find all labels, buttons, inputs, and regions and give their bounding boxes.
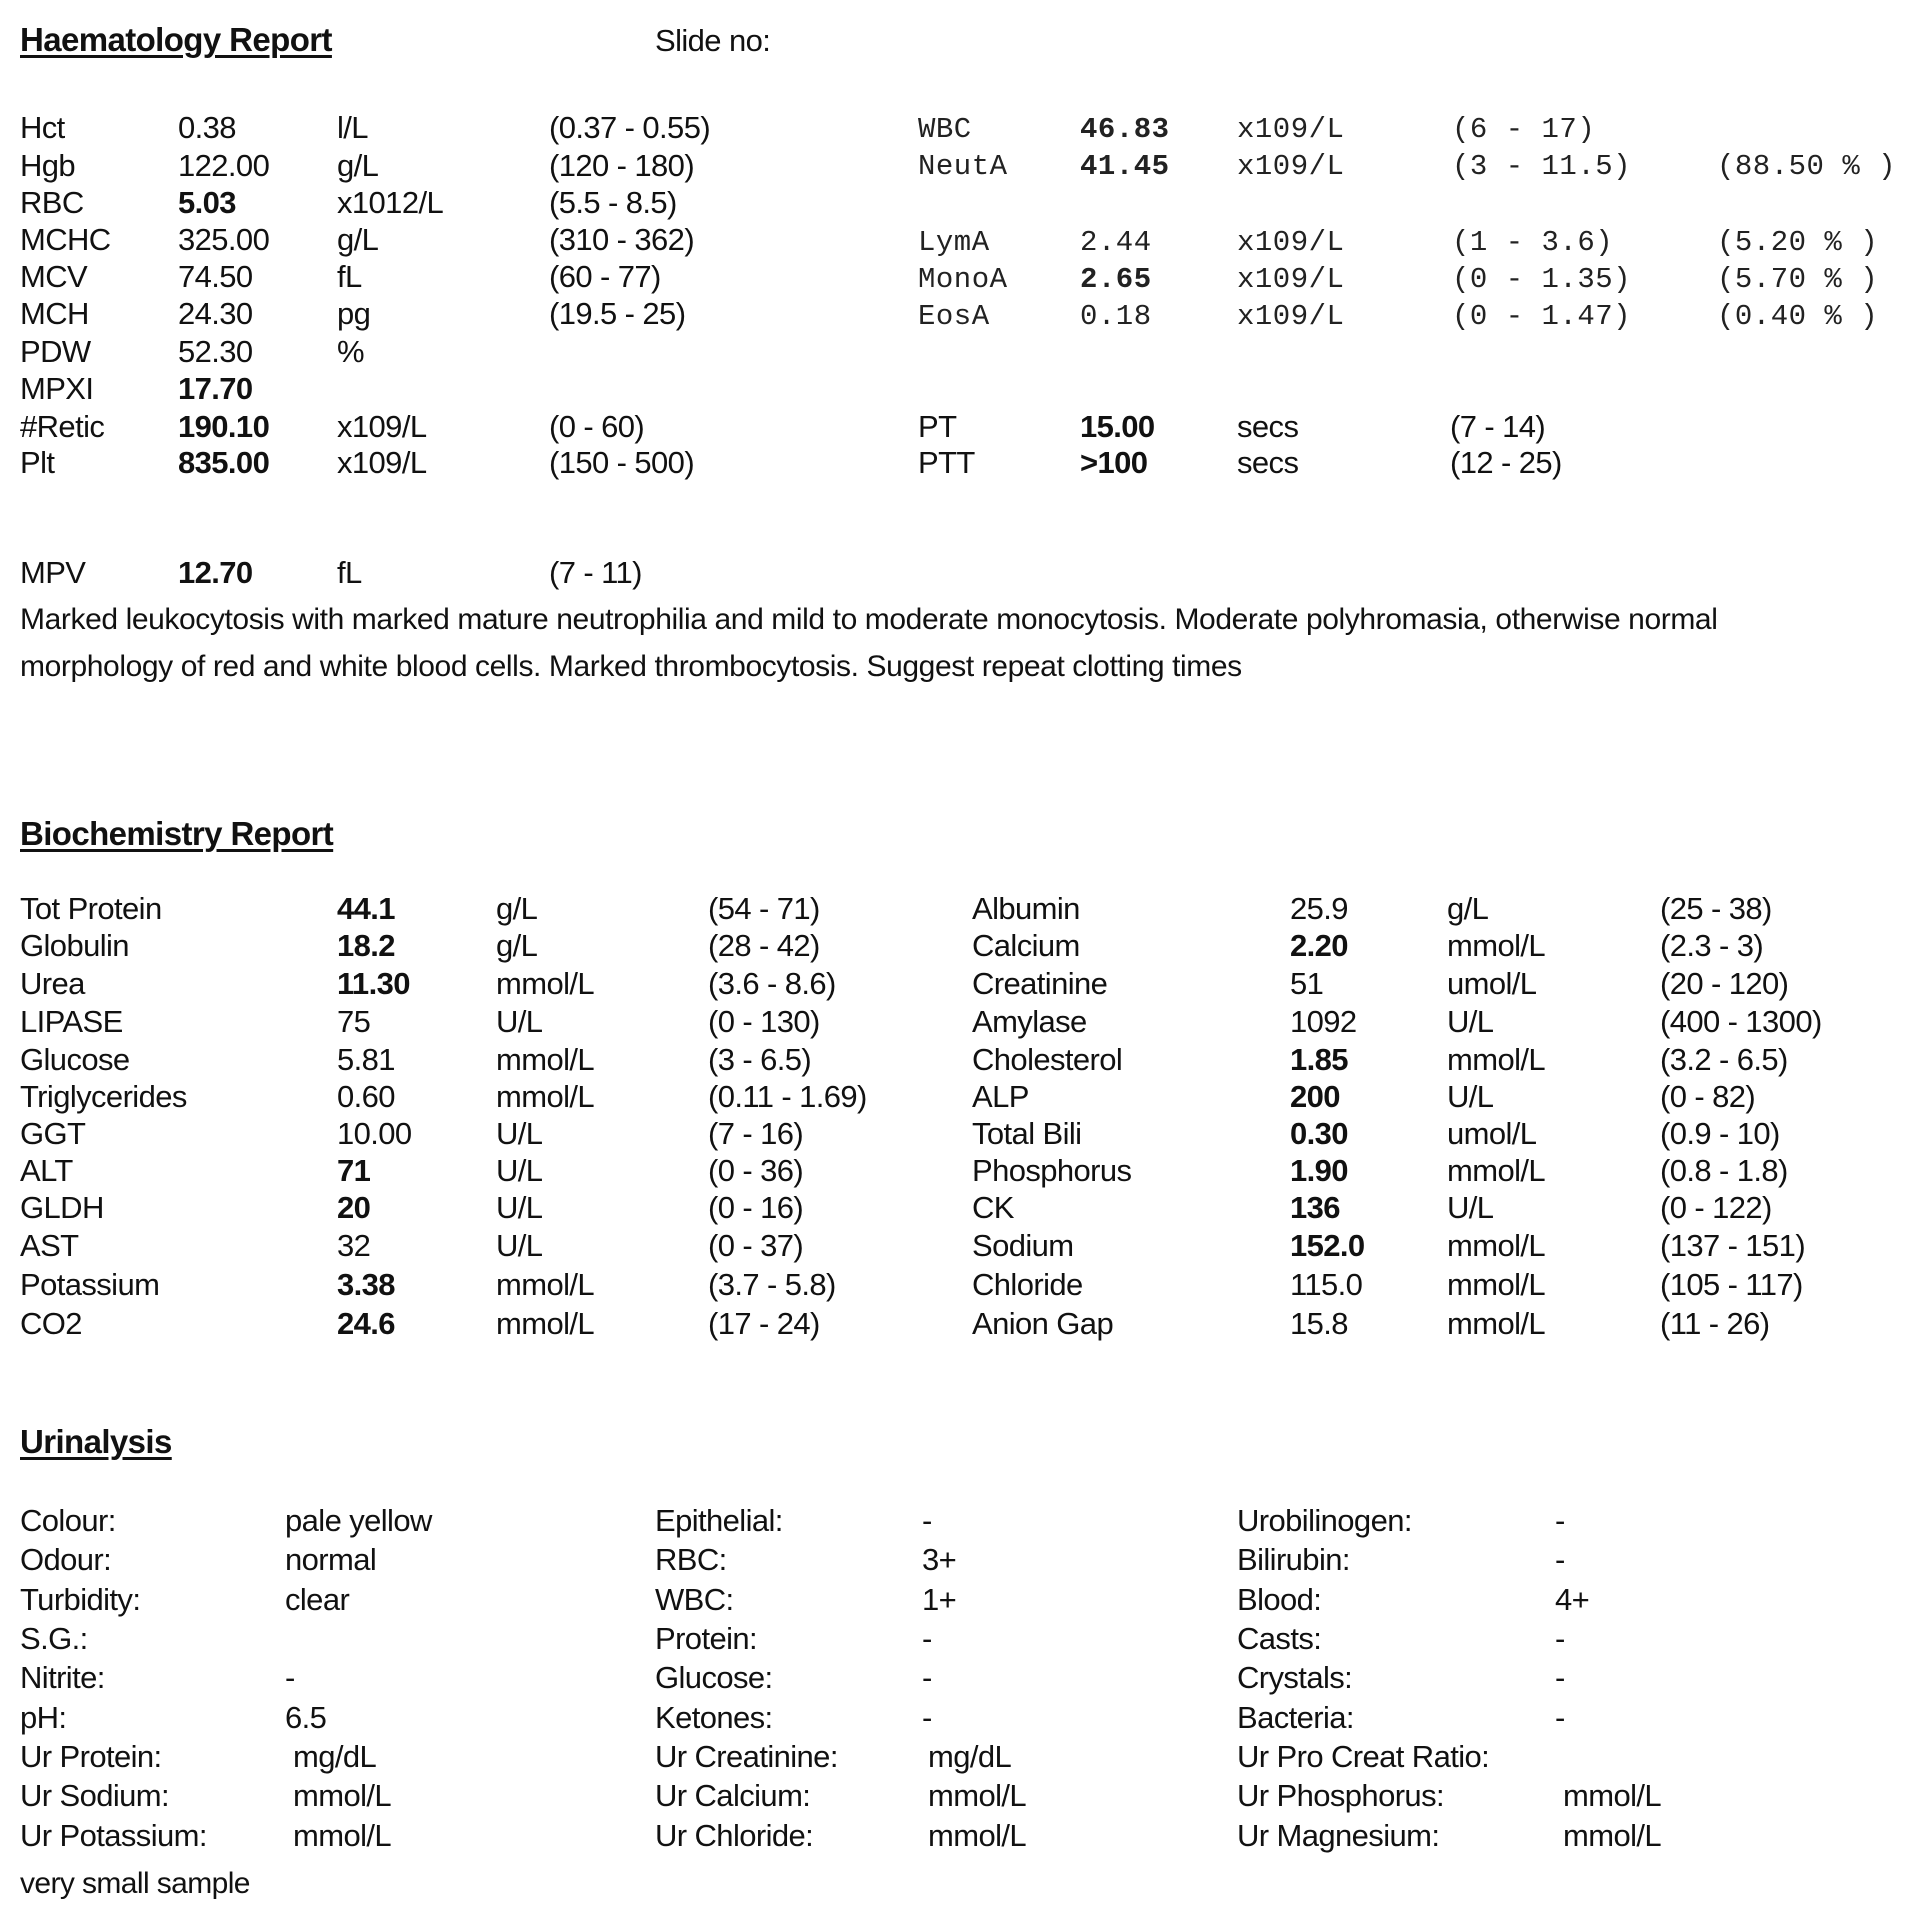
test-value: 152.0 [1290,1228,1365,1263]
test-value: 190.10 [178,409,270,444]
test-name: Triglycerides [20,1079,187,1114]
urinalysis-label: Ur Calcium: [655,1778,811,1813]
test-name: MPV [20,555,86,590]
test-name: PDW [20,334,91,369]
test-value: 11.30 [337,966,410,1001]
urinalysis-value: mg/dL [928,1739,1012,1774]
slide-number-label: Slide no: [655,23,771,58]
test-name: MCV [20,259,88,294]
test-name: MCH [20,296,89,331]
urinalysis-label: Ur Pro Creat Ratio: [1237,1739,1490,1774]
reference-range: (60 - 77) [549,259,661,294]
reference-range: (0 - 1.35) [1452,263,1632,296]
urinalysis-label: Ur Phosphorus: [1237,1778,1444,1813]
percentage: (5.20 % ) [1717,226,1879,259]
percentage: (0.40 % ) [1717,300,1879,333]
reference-range: (3.6 - 8.6) [708,966,836,1001]
test-unit: g/L [337,148,379,183]
urinalysis-label: Turbidity: [20,1582,141,1617]
percentage: (88.50 % ) [1717,150,1897,183]
test-value: 1092 [1290,1004,1357,1039]
test-unit: mmol/L [496,1042,595,1077]
reference-range: (28 - 42) [708,928,820,963]
test-value: 51 [1290,966,1324,1001]
test-value: 25.9 [1290,891,1348,926]
reference-range: (19.5 - 25) [549,296,686,331]
test-unit: U/L [496,1004,543,1039]
test-name: EosA [918,300,990,333]
reference-range: (11 - 26) [1660,1306,1770,1341]
urinalysis-value: - [1555,1503,1565,1538]
test-value: 18.2 [337,928,395,963]
reference-range: (3 - 6.5) [708,1042,812,1077]
urinalysis-value: mmol/L [1563,1818,1662,1853]
urinalysis-label: Ketones: [655,1700,773,1735]
test-name: LymA [918,226,990,259]
test-name: AST [20,1228,79,1263]
test-value: 74.50 [178,259,253,294]
reference-range: (6 - 17) [1452,113,1596,146]
test-unit: mmol/L [1447,1267,1546,1302]
test-name: Chloride [972,1267,1083,1302]
urinalysis-value: - [922,1621,932,1656]
urinalysis-label: Colour: [20,1503,116,1538]
test-value: 1.90 [1290,1153,1348,1188]
test-unit: mmol/L [1447,1306,1546,1341]
urinalysis-note: very small sample [20,1867,250,1900]
urinalysis-title: Urinalysis [20,1423,172,1460]
urinalysis-value: mmol/L [293,1818,392,1853]
reference-range: (7 - 16) [708,1116,804,1151]
urinalysis-value: - [922,1700,932,1735]
test-unit: x109/L [1237,263,1345,296]
urinalysis-value: - [922,1660,932,1695]
urinalysis-label: RBC: [655,1542,727,1577]
reference-range: (0 - 36) [708,1153,804,1188]
test-unit: x1012/L [337,185,444,220]
test-name: WBC [918,113,972,146]
test-unit: mmol/L [1447,1153,1546,1188]
reference-range: (0 - 37) [708,1228,804,1263]
urinalysis-value: 3+ [922,1542,957,1577]
reference-range: (0.8 - 1.8) [1660,1153,1788,1188]
test-unit: x109/L [337,445,427,480]
urinalysis-value: mmol/L [928,1818,1027,1853]
reference-range: (17 - 24) [708,1306,820,1341]
test-name: ALT [20,1153,73,1188]
reference-range: (0 - 130) [708,1004,820,1039]
reference-range: (2.3 - 3) [1660,928,1764,963]
percentage: (5.70 % ) [1717,263,1879,296]
test-value: 3.38 [337,1267,395,1302]
test-value: 32 [337,1228,371,1263]
test-name: LIPASE [20,1004,123,1039]
urinalysis-value: mmol/L [293,1778,392,1813]
urinalysis-value: clear [285,1582,350,1617]
test-name: Cholesterol [972,1042,1123,1077]
test-value: 41.45 [1080,150,1170,183]
test-value: 122.00 [178,148,270,183]
test-name: Phosphorus [972,1153,1132,1188]
test-unit: U/L [496,1116,543,1151]
urinalysis-label: Glucose: [655,1660,773,1695]
test-name: Plt [20,445,55,480]
test-unit: mmol/L [496,1267,595,1302]
reference-range: (25 - 38) [1660,891,1772,926]
reference-range: (7 - 14) [1450,409,1546,444]
test-name: MonoA [918,263,1008,296]
reference-range: (0.9 - 10) [1660,1116,1780,1151]
test-unit: U/L [1447,1079,1494,1114]
test-unit: U/L [496,1228,543,1263]
urinalysis-label: pH: [20,1700,67,1735]
test-value: 0.60 [337,1079,395,1114]
urinalysis-value: pale yellow [285,1503,432,1538]
test-name: CO2 [20,1306,82,1341]
test-unit: umol/L [1447,966,1537,1001]
urinalysis-value: mg/dL [293,1739,377,1774]
test-name: Globulin [20,928,129,963]
urinalysis-label: Odour: [20,1542,112,1577]
urinalysis-label: Nitrite: [20,1660,105,1695]
reference-range: (3.2 - 6.5) [1660,1042,1788,1077]
test-value: 46.83 [1080,113,1170,146]
reference-range: (12 - 25) [1450,445,1562,480]
reference-range: (5.5 - 8.5) [549,185,677,220]
urinalysis-value: 4+ [1555,1582,1590,1617]
test-unit: g/L [337,222,379,257]
urinalysis-label: Crystals: [1237,1660,1353,1695]
urinalysis-value: - [285,1660,295,1695]
test-name: Albumin [972,891,1080,926]
test-value: 17.70 [178,371,253,406]
test-value: 835.00 [178,445,270,480]
reference-range: (150 - 500) [549,445,695,480]
test-name: Urea [20,966,85,1001]
test-value: 24.6 [337,1306,395,1341]
test-value: 24.30 [178,296,253,331]
urinalysis-value: - [1555,1542,1565,1577]
test-unit: U/L [1447,1004,1494,1039]
test-value: 52.30 [178,334,253,369]
haematology-title: Haematology Report [20,21,332,58]
reference-range: (0 - 16) [708,1190,804,1225]
test-name: Potassium [20,1267,160,1302]
reference-range: (120 - 180) [549,148,695,183]
urinalysis-value: normal [285,1542,377,1577]
test-name: Amylase [972,1004,1087,1039]
test-value: 115.0 [1290,1267,1363,1302]
test-unit: U/L [496,1190,543,1225]
test-unit: g/L [1447,891,1489,926]
test-name: Calcium [972,928,1080,963]
test-name: Anion Gap [972,1306,1114,1341]
reference-range: (54 - 71) [708,891,820,926]
urinalysis-label: Bacteria: [1237,1700,1354,1735]
test-name: Creatinine [972,966,1108,1001]
reference-range: (0 - 60) [549,409,645,444]
test-value: 5.81 [337,1042,395,1077]
test-name: MCHC [20,222,111,257]
test-unit: U/L [496,1153,543,1188]
test-value: 136 [1290,1190,1340,1225]
test-unit: mmol/L [496,1079,595,1114]
test-value: 1.85 [1290,1042,1348,1077]
test-value: 15.8 [1290,1306,1348,1341]
urinalysis-label: Bilirubin: [1237,1542,1350,1577]
test-value: 10.00 [337,1116,412,1151]
test-unit: x109/L [1237,300,1345,333]
test-value: 12.70 [178,555,253,590]
reference-range: (0 - 1.47) [1452,300,1632,333]
test-name: PTT [918,445,975,480]
test-value: 325.00 [178,222,270,257]
test-unit: fL [337,555,362,590]
haematology-comment-line-1: Marked leukocytosis with marked mature neutrophilia and mild to moderate monocytosis. Moderate polyhromasia, otherwise normal [20,603,1718,636]
urinalysis-value: - [1555,1700,1565,1735]
urinalysis-label: Ur Chloride: [655,1818,814,1853]
test-unit: pg [337,296,371,331]
reference-range: (3 - 11.5) [1452,150,1632,183]
test-unit: mmol/L [1447,1228,1546,1263]
test-value: 15.00 [1080,409,1155,444]
test-name: GGT [20,1116,86,1151]
test-value: 5.03 [178,185,236,220]
test-value: 71 [337,1153,371,1188]
test-unit: x109/L [1237,113,1345,146]
reference-range: (3.7 - 5.8) [708,1267,836,1302]
reference-range: (0.37 - 0.55) [549,110,711,145]
reference-range: (310 - 362) [549,222,695,257]
test-value: 2.65 [1080,263,1152,296]
test-name: GLDH [20,1190,104,1225]
test-unit: x109/L [1237,150,1345,183]
test-name: CK [972,1190,1014,1225]
urinalysis-value: - [1555,1660,1565,1695]
urinalysis-label: Ur Protein: [20,1739,162,1774]
test-unit: x109/L [337,409,427,444]
test-value: 2.44 [1080,226,1152,259]
urinalysis-value: 1+ [922,1582,957,1617]
test-name: RBC [20,185,84,220]
urinalysis-label: Blood: [1237,1582,1322,1617]
test-unit: % [337,334,364,369]
reference-range: (0 - 82) [1660,1079,1756,1114]
urinalysis-label: Ur Magnesium: [1237,1818,1440,1853]
test-value: 0.38 [178,110,236,145]
urinalysis-label: WBC: [655,1582,734,1617]
reference-range: (1 - 3.6) [1452,226,1614,259]
test-value: 0.30 [1290,1116,1348,1151]
test-value: >100 [1080,445,1148,480]
test-name: Glucose [20,1042,130,1077]
urinalysis-label: Urobilinogen: [1237,1503,1412,1538]
test-unit: g/L [496,928,538,963]
urinalysis-value: mmol/L [1563,1778,1662,1813]
test-unit: secs [1237,445,1299,480]
test-name: PT [918,409,957,444]
test-name: Sodium [972,1228,1074,1263]
test-unit: l/L [337,110,368,145]
urinalysis-value: - [922,1503,932,1538]
test-value: 2.20 [1290,928,1348,963]
test-value: 75 [337,1004,371,1039]
test-name: ALP [972,1079,1029,1114]
test-name: NeutA [918,150,1008,183]
test-unit: U/L [1447,1190,1494,1225]
urinalysis-value: - [1555,1621,1565,1656]
urinalysis-label: Casts: [1237,1621,1322,1656]
test-unit: umol/L [1447,1116,1537,1151]
test-name: Total Bili [972,1116,1082,1151]
test-value: 200 [1290,1079,1340,1114]
reference-range: (137 - 151) [1660,1228,1806,1263]
reference-range: (400 - 1300) [1660,1004,1822,1039]
test-unit: x109/L [1237,226,1345,259]
urinalysis-value: 6.5 [285,1700,327,1735]
test-value: 0.18 [1080,300,1152,333]
test-unit: mmol/L [1447,928,1546,963]
urinalysis-label: Ur Creatinine: [655,1739,838,1774]
test-unit: fL [337,259,362,294]
reference-range: (0 - 122) [1660,1190,1772,1225]
test-unit: mmol/L [496,966,595,1001]
biochemistry-title: Biochemistry Report [20,815,334,852]
urinalysis-label: S.G.: [20,1621,88,1656]
test-name: Tot Protein [20,891,162,926]
urinalysis-label: Protein: [655,1621,758,1656]
test-unit: mmol/L [1447,1042,1546,1077]
reference-range: (7 - 11) [549,555,642,590]
test-unit: mmol/L [496,1306,595,1341]
reference-range: (0.11 - 1.69) [708,1079,867,1114]
haematology-comment-line-2: morphology of red and white blood cells. Marked thrombocytosis. Suggest repeat clotting times [20,650,1242,683]
test-unit: secs [1237,409,1299,444]
urinalysis-value: mmol/L [928,1778,1027,1813]
reference-range: (20 - 120) [1660,966,1789,1001]
urinalysis-label: Epithelial: [655,1503,783,1538]
reference-range: (105 - 117) [1660,1267,1803,1302]
test-name: #Retic [20,409,105,444]
urinalysis-label: Ur Sodium: [20,1778,170,1813]
test-name: Hgb [20,148,76,183]
test-name: Hct [20,110,65,145]
test-name: MPXI [20,371,94,406]
urinalysis-label: Ur Potassium: [20,1818,207,1853]
test-unit: g/L [496,891,538,926]
test-value: 44.1 [337,891,395,926]
test-value: 20 [337,1190,371,1225]
